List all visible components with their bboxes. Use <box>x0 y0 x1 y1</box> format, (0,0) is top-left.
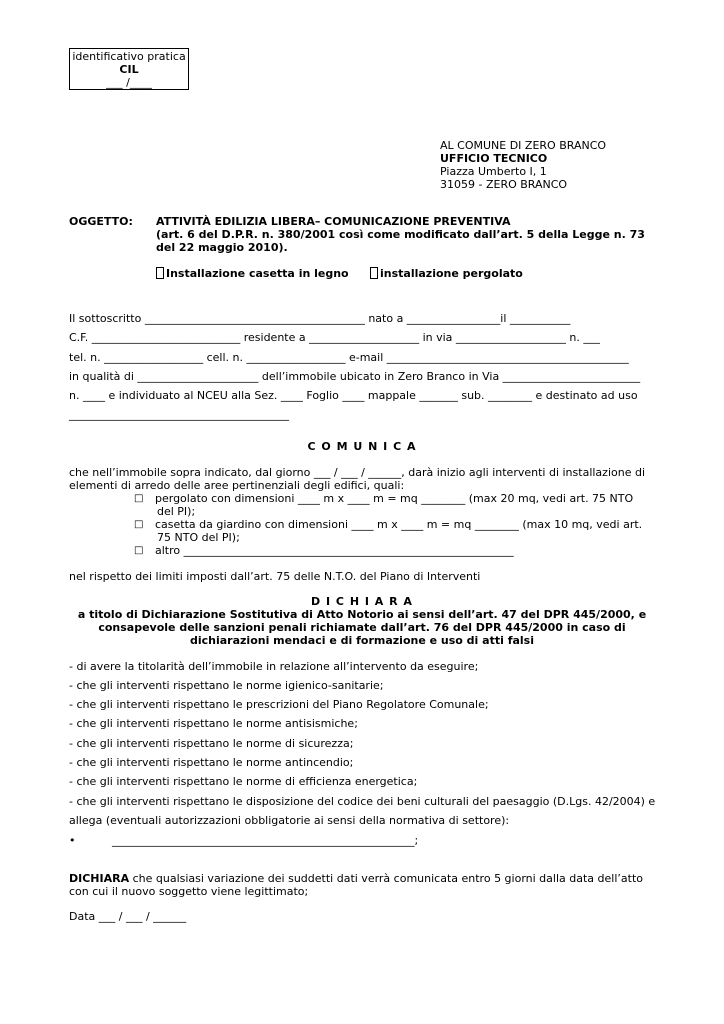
form-line-contacts[interactable]: tel. n. __________________ cell. n. __________________ e-mail ____________________________________________ <box>69 351 629 364</box>
form-line-nceu[interactable]: n. ____ e individuato al NCEU alla Sez. ____ Foglio ____ mappale _______ sub. ________ e destinato ad uso <box>69 389 638 402</box>
dichiara-subtitle-1: a titolo di Dichiarazione Sostitutiva di Atto Notorio ai sensi dell’art. 47 del DPR 445/2000, e <box>77 608 647 621</box>
comunica-note: nel rispetto dei limiti imposti dall’art. 75 delle N.T.O. del Piano di Interventi <box>69 570 481 583</box>
practice-id-label: identificativo pratica <box>72 50 186 63</box>
dichiara-item: - che gli interventi rispettano le norme antincendio; <box>69 756 354 769</box>
item-pergolato-line-1[interactable]: pergolato con dimensioni ____ m x ____ m = mq ________ (max 20 mq, vedi art. 75 NTO <box>155 492 634 505</box>
dichiara-item: - che gli interventi rispettano le norme di sicurezza; <box>69 737 354 750</box>
comunica-heading: C O M U N I C A <box>307 440 417 453</box>
option-casetta-label: Installazione casetta in legno <box>166 267 349 280</box>
final-declaration-line-2: con cui il nuovo soggetto viene legittimato; <box>69 885 309 898</box>
final-declaration-text: che qualsiasi variazione dei suddetti dati verrà comunicata entro 5 giorni dalla data dell’atto <box>129 872 643 885</box>
subject-reference-2: del 22 maggio 2010). <box>156 241 288 254</box>
dichiara-item: - che gli interventi rispettano le norme antisismiche; <box>69 717 358 730</box>
checkbox-item-altro[interactable]: □ <box>134 545 144 556</box>
dichiara-subtitle-3: dichiarazioni mendaci e di formazione e uso di atti falsi <box>189 634 534 647</box>
item-pergolato-line-2: del PI); <box>157 505 196 518</box>
recipient-line-2: UFFICIO TECNICO <box>440 152 548 165</box>
option-casetta[interactable] <box>156 267 349 280</box>
dichiara-item: - che gli interventi rispettano le prescrizioni del Piano Regolatore Comunale; <box>69 698 489 711</box>
dichiara-item: allega (eventuali autorizzazioni obbligatorie ai sensi della normativa di settore): <box>69 814 510 827</box>
practice-number-field[interactable]: ___ /____ <box>106 76 152 89</box>
dichiara-subtitle-2: consapevole delle sanzioni penali richiamate dall’art. 76 del DPR 445/2000 in caso di <box>98 621 626 634</box>
subject-label: OGGETTO: <box>69 215 133 228</box>
form-line-qualita[interactable]: in qualità di ______________________ dell’immobile ubicato in Zero Branco in Via _________________________ <box>69 370 641 383</box>
final-declaration-line-1 <box>69 872 643 885</box>
allegati-bullet-icon: • <box>69 834 76 847</box>
recipient-line-1: AL COMUNE DI ZERO BRANCO <box>440 139 607 152</box>
item-casetta-line-1[interactable]: casetta da giardino con dimensioni ____ m x ____ m = mq ________ (max 10 mq, vedi art. <box>155 518 643 531</box>
form-line-uso[interactable]: ________________________________________ <box>69 408 289 421</box>
checkbox-item-pergolato[interactable]: □ <box>134 493 144 504</box>
form-line-sottoscritto[interactable]: Il sottoscritto ________________________________________ nato a _________________il ___________ <box>69 312 571 325</box>
practice-type-cil: CIL <box>119 63 139 76</box>
final-declaration-bold: DICHIARA <box>69 872 130 885</box>
option-pergolato[interactable] <box>370 267 523 280</box>
subject-title: ATTIVITÀ EDILIZIA LIBERA– COMUNICAZIONE PREVENTIVA <box>156 215 511 228</box>
practice-id-box <box>69 48 189 90</box>
option-pergolato-label: installazione pergolato <box>380 267 523 280</box>
dichiara-item: - che gli interventi rispettano le disposizione del codice dei beni culturali del paesaggio (D.Lgs. 42/2004) e <box>69 795 656 808</box>
date-field[interactable]: Data ___ / ___ / ______ <box>69 910 187 923</box>
dichiara-item: - che gli interventi rispettano le norme igienico-sanitarie; <box>69 679 384 692</box>
comunica-intro-2: elementi di arredo delle aree pertinenziali degli edifici, quali: <box>69 479 405 492</box>
allegati-field[interactable]: _______________________________________________________; <box>112 834 419 847</box>
dichiara-item: - di avere la titolarità dell’immobile in relazione all’intervento da eseguire; <box>69 660 479 673</box>
checkbox-pergolato[interactable] <box>370 267 378 279</box>
form-line-cf[interactable]: C.F. ___________________________ residente a ____________________ in via ____________________ n. ___ <box>69 331 600 344</box>
dichiara-item: - che gli interventi rispettano le norme di efficienza energetica; <box>69 775 418 788</box>
subject-reference-1: (art. 6 del D.P.R. n. 380/2001 così come modificato dall’art. 5 della Legge n. 73 <box>156 228 645 241</box>
checkbox-item-casetta[interactable]: □ <box>134 519 144 530</box>
checkbox-casetta[interactable] <box>156 267 164 279</box>
item-casetta-line-2: 75 NTO del PI); <box>157 531 240 544</box>
dichiara-heading: D I C H I A R A <box>311 595 413 608</box>
comunica-intro-1[interactable]: che nell’immobile sopra indicato, dal giorno ___ / ___ / ______, darà inizio agli interventi di installazione di <box>69 466 646 479</box>
item-altro[interactable]: altro ____________________________________________________________ <box>155 544 514 557</box>
recipient-line-4: 31059 - ZERO BRANCO <box>440 178 568 191</box>
recipient-line-3: Piazza Umberto I, 1 <box>440 165 547 178</box>
